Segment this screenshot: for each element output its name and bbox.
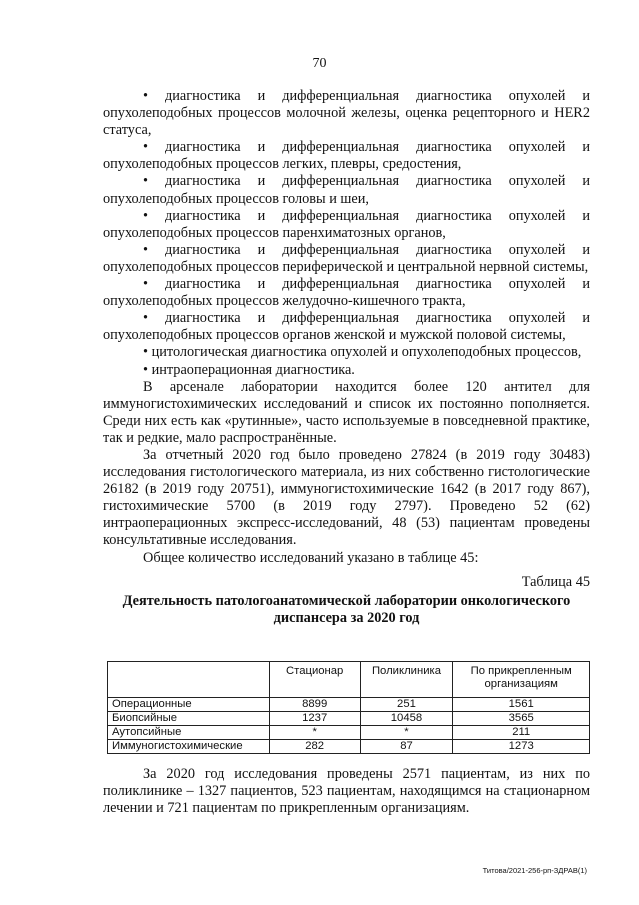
- list-item: • цитологическая диагностика опухолей и опухолеподобных процессов,: [143, 344, 582, 361]
- table-cell: 1273: [453, 740, 590, 754]
- list-item: • диагностика и дифференциальная диагностика опухолей и опухолеподобных процессов головы и шеи,: [103, 173, 590, 207]
- table-header-row: [108, 662, 590, 698]
- table-cell: 211: [453, 726, 590, 740]
- table-cell: Операционные: [108, 698, 270, 712]
- paragraph: За отчетный 2020 год было проведено 27824 (в 2019 году 30483) исследования гистологического материала, из них собственно гистологические 26182 (в 2019 году 20751), иммуногистохимические 1642 (в 2017 году 867), гистохимические 5700 (в 2019 году 2797). Проведено 52 (62) интраоперационных экспресс-исследований, 48 (53) пациентам проведены консультативные исследования.: [103, 446, 590, 549]
- document-body: [103, 88, 590, 627]
- paragraph: В арсенале лаборатории находится более 120 антител для иммуногистохимических исследований и список их постоянно пополняется. Среди них есть как «рутинные», часто используемые в повседневной практике, так и редкие, мало распространённые.: [103, 378, 590, 446]
- paragraph: Общее количество исследований указано в таблице 45:: [143, 549, 479, 566]
- table-title: Деятельность патологоанатомической лаборатории онкологического диспансера за 2020 год: [122, 592, 571, 626]
- table-cell: *: [269, 726, 360, 740]
- list-item: • диагностика и дифференциальная диагностика опухолей и опухолеподобных процессов желудочно-кишечного тракта,: [103, 276, 590, 310]
- list-item: • диагностика и дифференциальная диагностика опухолей и опухолеподобных процессов молочной железы, оценка рецепторного и HER2 статуса,: [103, 88, 590, 139]
- data-table: [107, 661, 590, 754]
- table-cell: 10458: [360, 712, 453, 726]
- table-header-cell: По прикрепленным организациям: [453, 662, 590, 698]
- table-cell: 8899: [269, 698, 360, 712]
- table-header-cell: Стационар: [269, 662, 360, 698]
- table-cell: 1237: [269, 712, 360, 726]
- table-cell: 282: [269, 740, 360, 754]
- list-item: • диагностика и дифференциальная диагностика опухолей и опухолеподобных процессов органов женской и мужской половой системы,: [103, 310, 590, 344]
- table-cell: Иммуногистохимические: [108, 740, 270, 754]
- table-cell: *: [360, 726, 453, 740]
- table-cell: Биопсийные: [108, 712, 270, 726]
- list-item: • диагностика и дифференциальная диагностика опухолей и опухолеподобных процессов паренхиматозных органов,: [103, 207, 590, 241]
- table-row: [108, 698, 590, 712]
- table-cell: 251: [360, 698, 453, 712]
- table-row: [108, 726, 590, 740]
- table-cell: 87: [360, 740, 453, 754]
- table-cell: 1561: [453, 698, 590, 712]
- list-item: • диагностика и дифференциальная диагностика опухолей и опухолеподобных процессов легких, плевры, средостения,: [103, 139, 590, 173]
- table-row: [108, 740, 590, 754]
- footer-reference: Титова/2021-256-рп-ЗДРАВ(1): [482, 866, 587, 875]
- table-cell: 3565: [453, 712, 590, 726]
- list-item: • диагностика и дифференциальная диагностика опухолей и опухолеподобных процессов периферической и центральной нервной системы,: [103, 241, 590, 275]
- table-cell: Аутопсийные: [108, 726, 270, 740]
- closing-section: [103, 766, 590, 817]
- table-header-cell: Поликлиника: [360, 662, 453, 698]
- paragraph: За 2020 год исследования проведены 2571 пациентам, из них по поликлинике – 1327 пациентов, 523 пациентам, находящимся на стационарном лечении и 721 пациентам по прикрепленным организациям.: [103, 766, 590, 817]
- list-item: • интраоперационная диагностика.: [143, 361, 355, 378]
- table-row: [108, 712, 590, 726]
- page-number: 70: [312, 56, 327, 71]
- table-caption: Таблица 45: [521, 573, 590, 590]
- table-header-cell: [108, 662, 270, 698]
